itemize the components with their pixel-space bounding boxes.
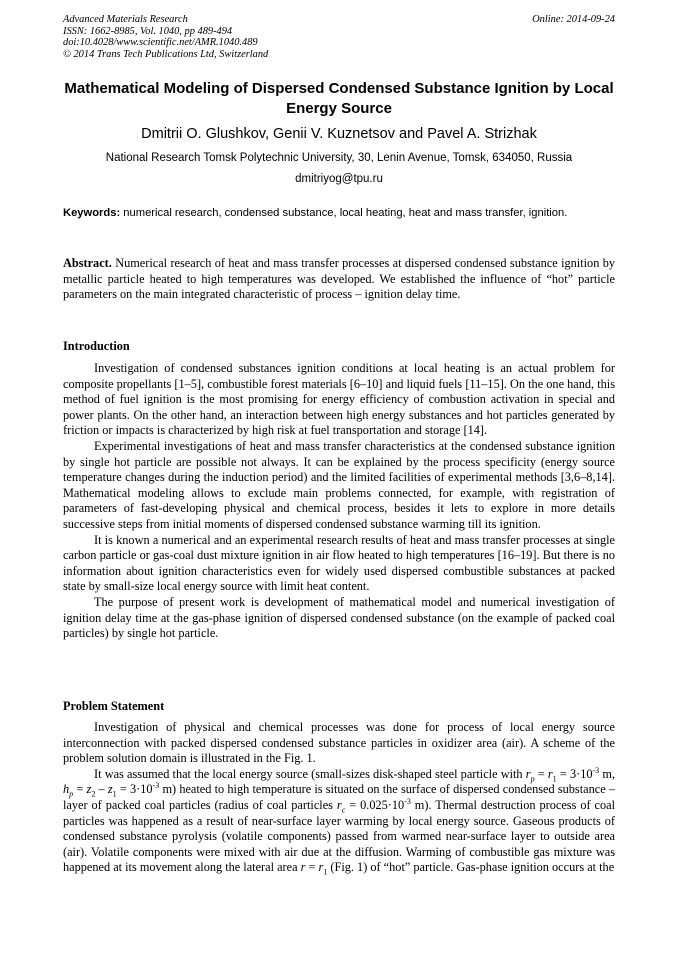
abstract-label: Abstract.	[63, 256, 112, 270]
keywords-label: Keywords:	[63, 207, 121, 219]
paper-title: Mathematical Modeling of Dispersed Condensed Substance Ignition by Local Energy Source	[64, 80, 614, 117]
affiliation: National Research Tomsk Polytechnic University, 30, Lenin Avenue, Tomsk, 634050, Russia	[105, 152, 573, 164]
online-date: Online: 2014-09-24	[532, 14, 615, 25]
intro-paragraph-4: The purpose of present work is development of mathematical model and numerical investigation of ignition delay time at the gas-phase ignition of dispersed condensed substance (on the example of packed coal particles) by single hot particle.	[63, 594, 615, 641]
paper-authors: Dmitrii O. Glushkov, Genii V. Kuznetsov and Pavel A. Strizhak	[141, 126, 537, 142]
introduction-heading: Introduction	[63, 339, 130, 353]
journal-header	[63, 14, 615, 60]
problem-p2-part-b: heated to high temperature is situated on the surface of dispersed condensed substance – layer of packed coal particles (radius of coal particles	[63, 782, 616, 812]
problem-statement-section	[63, 720, 615, 876]
problem-p2-part-c: ). Thermal destruction process of coal particles was happened as a result of near-surface layer warming by local energy source. Gaseous products of condensed substance pyrolysis (volatile components) passed from warmed near-surface layer to outside area (air). Volatile components were mixed with air due at the diffusion. Warming of combustible gas mixture was happened at its movement along the lateral area	[63, 797, 615, 875]
journal-name: Advanced Materials Research	[63, 14, 188, 25]
problem-p2-part-d: (Fig. 1) of “hot” particle. Gas-phase ignition occurs at the	[327, 860, 615, 875]
problem-paragraph-1: Investigation of physical and chemical processes was done for process of local energy source interconnection with packed dispersed condensed substance particles in oxidizer area (air). A scheme of the problem solution domain is illustrated in the Fig. 1.	[63, 720, 615, 766]
copyright-line: © 2014 Trans Tech Publications Ltd, Switzerland	[63, 48, 269, 60]
keywords-text: numerical research, condensed substance, local heating, heat and mass transfer, ignition.	[120, 207, 568, 219]
intro-paragraph-2: Experimental investigations of heat and mass transfer characteristics at the condensed substance ignition by single hot particle are possible not always. It can be explained by the process specificity (energy source temperature changes during the induction period) and the limited facilities of experimental methods [3,6–8,14]. Mathematical modeling allows to exclude main problems connected, for example, with registration of parameters of fast-developing physical and chemical process, besides it lets to explore in more details successive steps from initial moments of dispersed condensed substance warming till its ignition.	[63, 438, 615, 531]
problem-p2-part-a: It was assumed that the local energy source (small-sizes disk-shaped steel particle with	[94, 766, 526, 781]
problem-statement-heading: Problem Statement	[63, 699, 165, 713]
doi-line: doi:10.4028/www.scientific.net/AMR.1040.489	[63, 37, 258, 49]
problem-paragraph-2: It was assumed that the local energy source (small-sizes disk-shaped steel particle with $r_p = r_1 = 3\cdot 10^{-3}$ m, $h_p = z_2 - z_1 = 3\cdot 10^{-3}$ m) heated to high temperature is situated on the surface of dispersed condensed substance – layer of packed coal particles (radius of coal particles $r_c = 0.025\cdot 10^{-3}$ m). Thermal destruction process of coal particles was happened as a result of near-surface layer warming by local energy source. Gaseous products of condensed substance pyrolysis (volatile components) passed from warmed near-surface layer to outside area (air). Volatile components were mixed with air due at the diffusion. Warming of combustible gas mixture was happened at its movement along the lateral area $r = r_1$ (Fig. 1) of “hot” particle. Gas-phase ignition occurs at the	[63, 765, 616, 877]
author-email: dmitriyog@tpu.ru	[295, 173, 383, 185]
intro-paragraph-1: Investigation of condensed substances ignition conditions at local heating is an actual problem for composite propellants [1–5], combustible forest materials [6–10] and liquid fuels [11–15]. On the one hand, this method of fuel ignition is the most promising for energy efficiency of combustion activation in special and power plants. On the other hand, an interaction between high energy substances and hot particles generated by friction or impacts is characterized by high risk at fuel transportation and storage [14].	[63, 361, 615, 438]
keywords	[63, 206, 615, 222]
intro-paragraph-3: It is known a numerical and an experimental research results of heat and mass transfer processes at single carbon particle or gas-coal dust mixture ignition in air flow heated to high temperatures [16–19]. But there is no information about ignition characteristics even for widely used dispersed combustible substances at packed state by small-size local energy source with limit heat content.	[63, 532, 615, 594]
abstract-text: Numerical research of heat and mass transfer processes at dispersed condensed substance ignition by metallic particle heated to high temperatures was developed. We established the influence of “hot” particle parameters on the main integrated characteristic of process – ignition delay time.	[63, 256, 615, 302]
abstract	[63, 256, 615, 303]
introduction-section	[63, 361, 615, 642]
issn-line: ISSN: 1662-8985, Vol. 1040, pp 489-494	[63, 25, 233, 37]
